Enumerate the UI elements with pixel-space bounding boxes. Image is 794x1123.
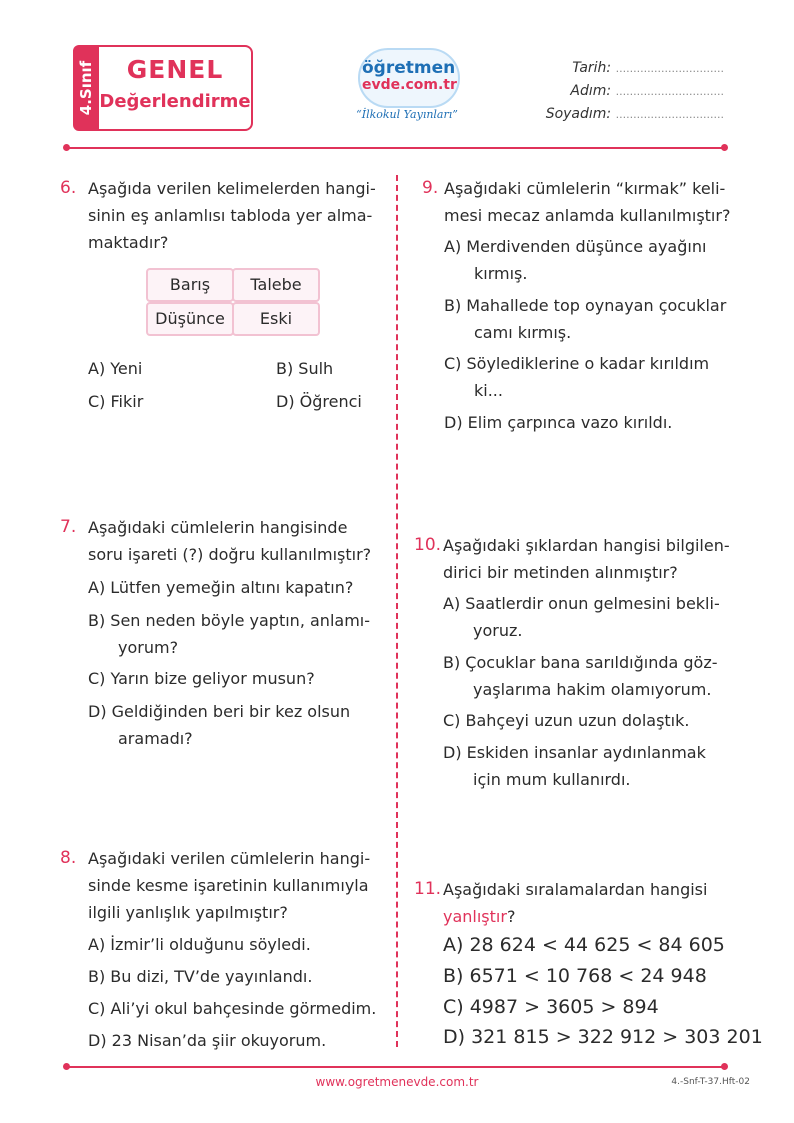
option-line: yaşlarıma hakim olamıyorum. (473, 680, 712, 699)
surname-dots: ............................... (615, 108, 724, 121)
question-number: 6. (60, 178, 77, 198)
question-9 (422, 175, 742, 445)
question-text (88, 514, 380, 568)
option-d[interactable] (444, 409, 672, 436)
table-cell: Eski (232, 302, 320, 336)
column-divider (396, 175, 398, 1047)
header-rule (66, 147, 724, 149)
question-line: Aşağıdaki cümlelerin “kırmak” keli- (444, 179, 726, 198)
option-line: için mum kullanırdı. (473, 770, 631, 789)
option-d[interactable] (443, 739, 706, 793)
question-line: maktadır? (88, 233, 169, 252)
question-number: 11. (414, 879, 442, 899)
logo-text-sub: evde.com.tr (362, 77, 457, 93)
question-line (443, 903, 753, 930)
option-a[interactable]: A) İzmir’li olduğunu söyledi. (88, 935, 311, 954)
question-line: mesi mecaz anlamda kullanılmıştır? (444, 206, 731, 225)
question-line: soru işareti (?) doğru kullanılmıştır? (88, 545, 372, 564)
footer-rule (66, 1066, 724, 1068)
footer-page-code: 4.-Snf-T-37.Hft-02 (671, 1077, 750, 1087)
question-8 (60, 845, 390, 1055)
option-b[interactable] (443, 649, 718, 703)
option-c[interactable]: C) 4987 > 3605 > 894 (443, 996, 659, 1018)
option-c[interactable] (88, 665, 315, 692)
option-d[interactable]: D) 23 Nisan’da şiir okuyorum. (88, 1031, 327, 1050)
option-line: C) Yarın bize geliyor musun? (88, 669, 315, 688)
option-line: C) Bahçeyi uzun uzun dolaştık. (443, 711, 690, 730)
option-a[interactable] (444, 233, 706, 287)
footer-website-link[interactable]: www.ogretmenevde.com.tr (315, 1075, 479, 1089)
question-number: 9. (422, 178, 439, 198)
question-line: Aşağıdaki verilen cümlelerin hangi- (88, 849, 371, 868)
logo-tagline: “İlkokul Yayınları” (356, 108, 458, 121)
option-c[interactable]: C) Fikir (88, 392, 144, 411)
rule-end-dot (721, 144, 728, 151)
option-b[interactable] (444, 292, 726, 346)
option-line: A) Saatlerdir onun gelmesini bekli- (443, 594, 720, 613)
question-text (443, 532, 743, 586)
table-cell: Düşünce (146, 302, 234, 336)
table-cell: Talebe (232, 268, 320, 302)
option-line: D) Eskiden insanlar aydınlanmak (443, 743, 706, 762)
option-b[interactable] (88, 607, 370, 661)
surname-field[interactable] (546, 106, 724, 122)
option-c[interactable] (444, 350, 709, 404)
question-text (88, 175, 380, 256)
option-line: ki... (474, 381, 503, 400)
option-c[interactable]: C) Ali’yi okul bahçesinde görmedim. (88, 999, 377, 1018)
surname-label: Soyadım: (545, 106, 612, 122)
date-dots: ............................... (615, 62, 724, 75)
grade-label: 4.Sınıf (77, 60, 95, 116)
question-line: sinde kesme işaretinin kullanımıyla (88, 876, 369, 895)
option-line: yorum? (118, 638, 179, 657)
question-text (88, 845, 388, 926)
name-field[interactable] (570, 83, 724, 99)
option-line: camı kırmış. (474, 323, 572, 342)
option-line: yoruz. (473, 621, 523, 640)
grade-label-box (73, 45, 99, 131)
question-10 (414, 532, 744, 802)
question-line: Aşağıdaki cümlelerin hangisinde (88, 518, 348, 537)
option-line: B) Çocuklar bana sarıldığında göz- (443, 653, 718, 672)
logo-text-main: öğretmen (362, 58, 456, 78)
date-field[interactable] (572, 60, 724, 76)
option-b[interactable]: B) 6571 < 10 768 < 24 948 (443, 965, 707, 987)
question-line: sinin eş anlamlısı tabloda yer alma- (88, 206, 373, 225)
name-label: Adım: (570, 83, 612, 99)
option-line: B) Mahallede top oynayan çocuklar (444, 296, 727, 315)
publisher-logo (352, 44, 462, 130)
name-dots: ............................... (615, 85, 724, 98)
option-a[interactable] (443, 590, 720, 644)
option-a[interactable]: A) Yeni (88, 359, 143, 378)
option-line: C) Söylediklerine o kadar kırıldım (444, 354, 710, 373)
question-line: Aşağıdaki şıklardan hangisi bilgilen- (443, 536, 730, 555)
title-box (99, 45, 253, 131)
question-line: ilgili yanlışlık yapılmıştır? (88, 903, 288, 922)
table-cell: Barış (146, 268, 234, 302)
grade-badge (73, 45, 255, 131)
option-d[interactable]: D) Öğrenci (276, 392, 362, 411)
rule-end-dot (721, 1063, 728, 1070)
option-d[interactable]: D) 321 815 > 322 912 > 303 201 (443, 1026, 763, 1048)
question-text (444, 175, 744, 229)
question-11 (414, 876, 763, 1056)
question-number: 7. (60, 517, 77, 537)
option-a[interactable] (88, 574, 353, 601)
option-c[interactable] (443, 707, 689, 734)
question-7 (60, 514, 380, 754)
question-mark: ? (506, 907, 516, 926)
question-number: 8. (60, 848, 77, 868)
question-line: Aşağıda verilen kelimelerden hangi- (88, 179, 376, 198)
option-d[interactable] (88, 698, 350, 752)
option-a[interactable]: A) 28 624 < 44 625 < 84 605 (443, 934, 725, 956)
option-line: aramadı? (118, 729, 193, 748)
option-line: B) Sen neden böyle yaptın, anlamı- (88, 611, 370, 630)
emphasis-word: yanlıştır (443, 907, 507, 926)
question-number: 10. (414, 535, 442, 555)
question-line: dirici bir metinden alınmıştır? (443, 563, 678, 582)
option-line: D) Geldiğinden beri bir kez olsun (88, 702, 351, 721)
option-b[interactable]: B) Sulh (276, 359, 334, 378)
option-line: A) Merdivenden düşünce ayağını (444, 237, 707, 256)
date-label: Tarih: (572, 60, 612, 76)
question-6 (60, 175, 380, 435)
option-line: A) Lütfen yemeğin altını kapatın? (88, 578, 354, 597)
page-title: GENEL (126, 55, 224, 84)
page-subtitle: Değerlendirme (99, 91, 251, 112)
option-line: D) Elim çarpınca vazo kırıldı. (444, 413, 673, 432)
question-line: Aşağıdaki sıralamalardan hangisi (443, 880, 708, 899)
option-b[interactable]: B) Bu dizi, TV’de yayınlandı. (88, 967, 313, 986)
question-text (443, 876, 753, 930)
option-line: kırmış. (474, 264, 528, 283)
